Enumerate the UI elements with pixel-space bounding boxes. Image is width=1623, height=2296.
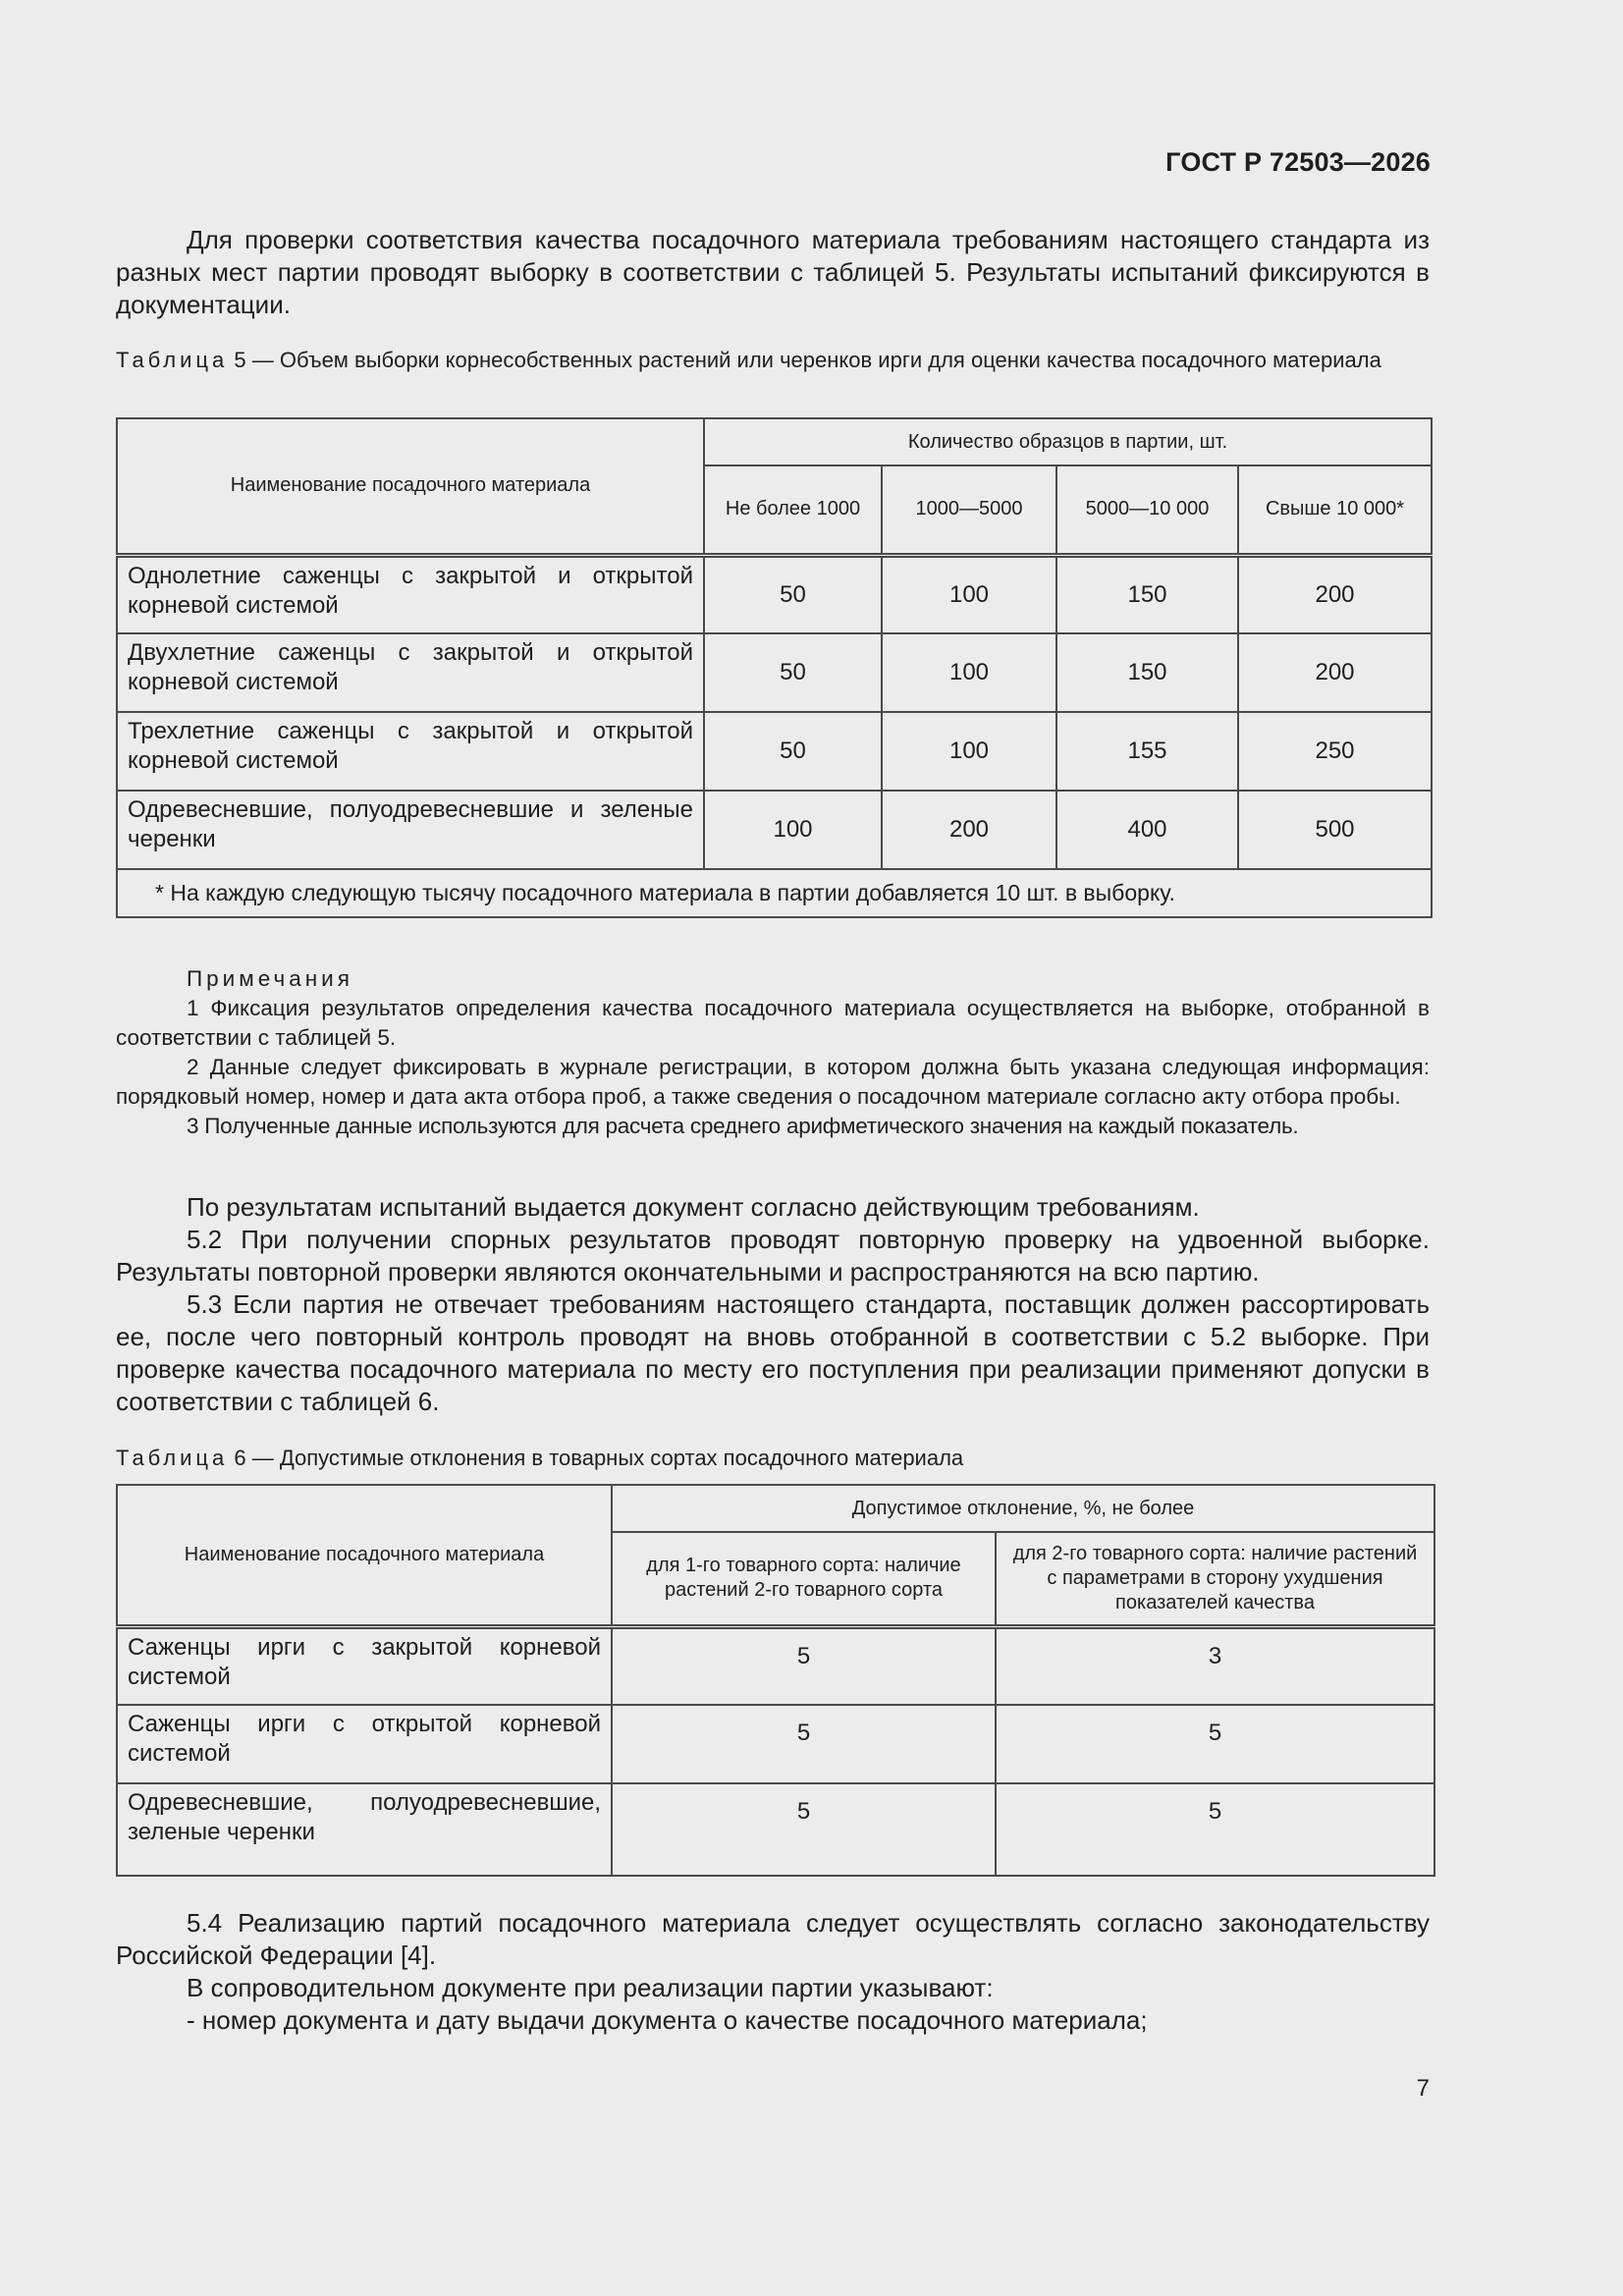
closing-section <box>116 1907 1430 2037</box>
intro-paragraph: Для проверки соответствия качества посадочного материала требованиям настоящего стандарта из разных мест партии проводят выборку в соответствии с таблицей 5. Результаты испытаний фиксируются в документации. <box>116 225 1430 319</box>
notes <box>116 964 1430 1141</box>
table6-caption: Таблица 6 — Допустимые отклонения в товарных сортах посадочного материала <box>116 1446 964 1470</box>
table5-footnote: * На каждую следующую тысячу посадочного материала в партии добавляется 10 шт. в выборку. <box>117 869 1432 917</box>
note-1: 1 Фиксация результатов определения качества посадочного материала осуществляется на выборке, отобранной в соответствии с таблицей 5. <box>116 996 1430 1050</box>
list-item: - номер документа и дату выдачи документа о качестве посадочного материала; <box>187 2005 1148 2035</box>
table5-col-1: Не более 1000 <box>704 465 882 555</box>
table-row: Двухлетние саженцы с закрытой и открытой корневой системой 50 100 150 200 <box>117 633 1432 712</box>
table6-group-header: Допустимое отклонение, %, не более <box>612 1485 1434 1532</box>
table6-col-1: для 1-го товарного сорта: наличие растений 2-го товарного сорта <box>612 1532 996 1626</box>
notes-title: Примечания <box>187 966 353 991</box>
table-row: Саженцы ирги с открытой корневой системой 5 5 <box>117 1705 1434 1783</box>
table5 <box>116 417 1433 918</box>
page-number: 7 <box>1416 2075 1430 2102</box>
table6-col-2: для 2-го товарного сорта: наличие растений с параметрами в сторону ухудшения показателей качества <box>996 1532 1434 1626</box>
note-2: 2 Данные следует фиксировать в журнале регистрации, в котором должна быть указана следующая информация: порядковый номер, номер и дата акта отбора проб, а также сведения о посадочном материале согласно акту отбора пробы. <box>116 1055 1430 1109</box>
paragraph-5-4: 5.4 Реализацию партий посадочного материала следует осуществлять согласно законодательству Российской Федерации [4]. <box>116 1908 1430 1970</box>
table-row: Однолетние саженцы с закрытой и открытой корневой системой 50 100 150 200 <box>117 555 1432 633</box>
body-paragraphs: По результатам испытаний выдается документ согласно действующим требованиям. 5.2 При получении спорных результатов проводят повторную проверку на удвоенной выборке. Результаты повторной проверки являются окончательными и распространяются на всю партию. 5.3 Если партия не отвечает требованиям настоящего стандарта, поставщик должен рассортировать ее, после чего повторный контроль проводят на вновь отобранной в соответствии с 5.2 выборке. При проверке качества посадочного материала по месту его поступления при реализации применяют допуски в соответствии с таблицей 6. <box>116 1192 1430 1416</box>
table5-col-4: Свыше 10 000* <box>1238 465 1432 555</box>
table-row: Трехлетние саженцы с закрытой и открытой корневой системой 50 100 155 250 <box>117 712 1432 791</box>
table5-col-3: 5000—10 000 <box>1056 465 1238 555</box>
table-row: Одревесневшие, полуодревесневшие, зеленые черенки 5 5 <box>117 1783 1434 1876</box>
table-row: Саженцы ирги с закрытой корневой системой 5 3 <box>117 1626 1434 1705</box>
table5-col-2: 1000—5000 <box>882 465 1056 555</box>
note-3: 3 Полученные данные используются для расчета среднего арифметического значения на каждый показатель. <box>187 1114 1299 1138</box>
paragraph-accompanying-doc: В сопроводительном документе при реализации партии указывают: <box>187 1973 994 2002</box>
standard-header: ГОСТ Р 72503—2026 <box>1165 147 1431 177</box>
table6-col-name: Наименование посадочного материала <box>117 1485 612 1626</box>
table6 <box>116 1484 1435 1877</box>
table-row: Одревесневшие, полуодревесневшие и зеленые черенки 100 200 400 500 <box>117 791 1432 869</box>
table5-caption: Таблица 5 — Объем выборки корнесобственных растений или черенков ирги для оценки качества посадочного материала <box>116 348 1381 372</box>
table5-col-name: Наименование посадочного материала <box>117 418 704 555</box>
table5-group-header: Количество образцов в партии, шт. <box>704 418 1432 465</box>
